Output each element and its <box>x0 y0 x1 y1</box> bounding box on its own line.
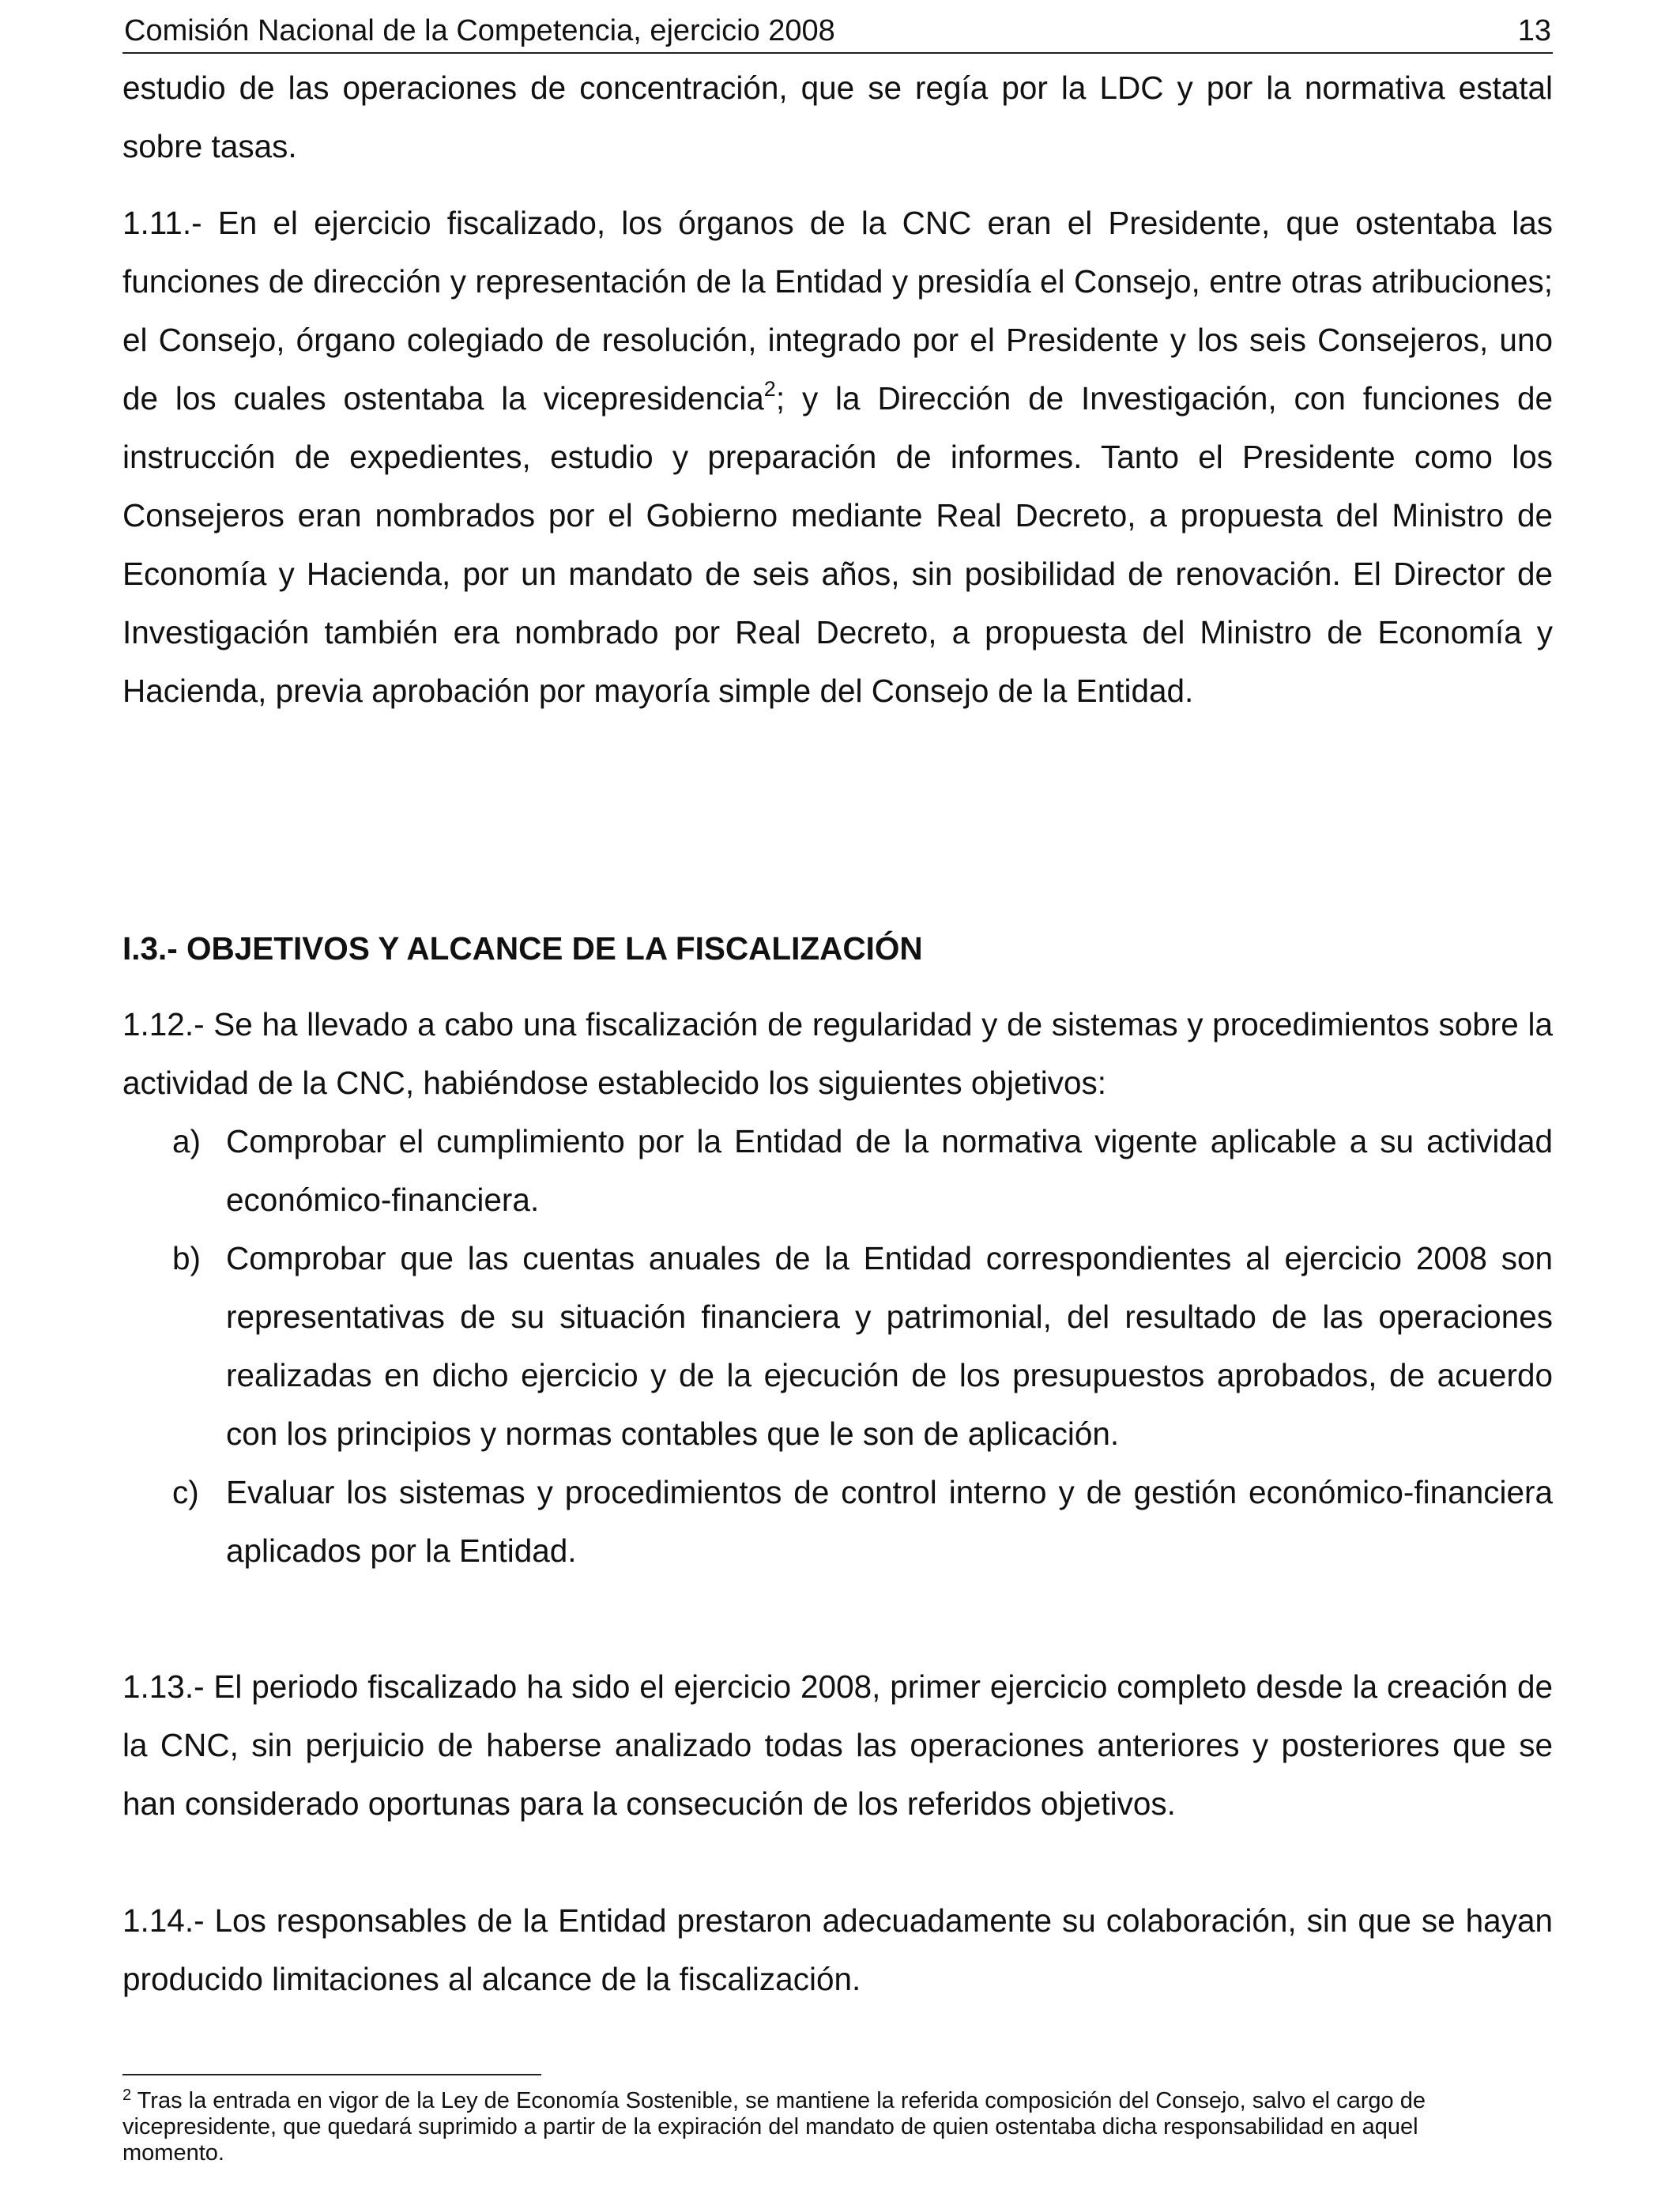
list-item-text: Comprobar el cumplimiento por la Entidad de la normativa vigente aplicable a su actividad económico-financiera. <box>226 1123 1553 1218</box>
paragraph-continuation: estudio de las operaciones de concentración, que se regía por la LDC y por la normativa estatal sobre tasas. <box>122 70 1553 164</box>
section-heading: I.3.- OBJETIVOS Y ALCANCE DE LA FISCALIZACIÓN <box>122 930 923 967</box>
footnote-text: Tras la entrada en vigor de la Ley de Economía Sostenible, se mantiene la referida composición del Consejo, salvo el cargo de vicepresidente, que quedará suprimido a partir de la expiración del mandato de quien ostentaba dicha responsabilidad en aquel momento. <box>122 2088 1426 2166</box>
header-title: Comisión Nacional de la Competencia, ejercicio 2008 <box>124 14 835 47</box>
list-marker: b) <box>172 1240 202 1276</box>
footnote <box>122 2088 1521 2166</box>
paragraph-1-13: 1.13.- El periodo fiscalizado ha sido el ejercicio 2008, primer ejercicio completo desde la creación de la CNC, sin perjuicio de haberse analizado todas las operaciones anteriores y posteriores que se han considerado oportunas para la consecución de los referidos objetivos. <box>122 1668 1553 1822</box>
paragraph-1-11-text-a: 1.11.- En el ejercicio fiscalizado, los órganos de la CNC eran el Presidente, que ostentaba las funciones de dirección y representación de la Entidad y presidía el Consejo, entre otras atribuciones; el Consejo, órgano colegiado de resolución, integrado por el Presidente y los seis Consejeros, uno de los cuales ostentaba la vicepresidencia <box>122 205 1553 417</box>
list-item-text: Evaluar los sistemas y procedimientos de control interno y de gestión económico-financiera aplicados por la Entidad. <box>226 1474 1553 1569</box>
paragraph-1-14: 1.14.- Los responsables de la Entidad prestaron adecuadamente su colaboración, sin que se hayan producido limitaciones al alcance de la fiscalización. <box>122 1902 1553 1997</box>
list-marker: a) <box>172 1123 202 1159</box>
paragraph-1-12: 1.12.- Se ha llevado a cabo una fiscalización de regularidad y de sistemas y procedimientos sobre la actividad de la CNC, habiéndose establecido los siguientes objetivos: <box>122 1006 1553 1101</box>
page-number: 13 <box>1517 14 1551 47</box>
list-item-text: Comprobar que las cuentas anuales de la Entidad correspondientes al ejercicio 2008 son representativas de su situación financiera y patrimonial, del resultado de las operaciones realizadas en dicho ejercicio y de la ejecución de los presupuestos aprobados, de acuerdo con los principios y normas contables que le son de aplicación. <box>226 1240 1553 1452</box>
page-header <box>122 11 1553 54</box>
paragraph-1-11 <box>122 194 1553 720</box>
paragraph-1-11-text-b: ; y la Dirección de Investigación, con funciones de instrucción de expedientes, estudio y preparación de informes. Tanto el Presidente como los Consejeros eran nombrados por el Gobierno mediante Real Decreto, a propuesta del Ministro de Economía y Hacienda, por un mandato de seis años, sin posibilidad de renovación. El Director de Investigación también era nombrado por Real Decreto, a propuesta del Ministro de Economía y Hacienda, previa aprobación por mayoría simple del Consejo de la Entidad. <box>122 380 1553 709</box>
footnote-separator <box>122 2074 541 2075</box>
footnote-reference: 2 <box>763 377 776 401</box>
list-marker: c) <box>172 1474 199 1510</box>
footnote-number: 2 <box>122 2087 132 2104</box>
